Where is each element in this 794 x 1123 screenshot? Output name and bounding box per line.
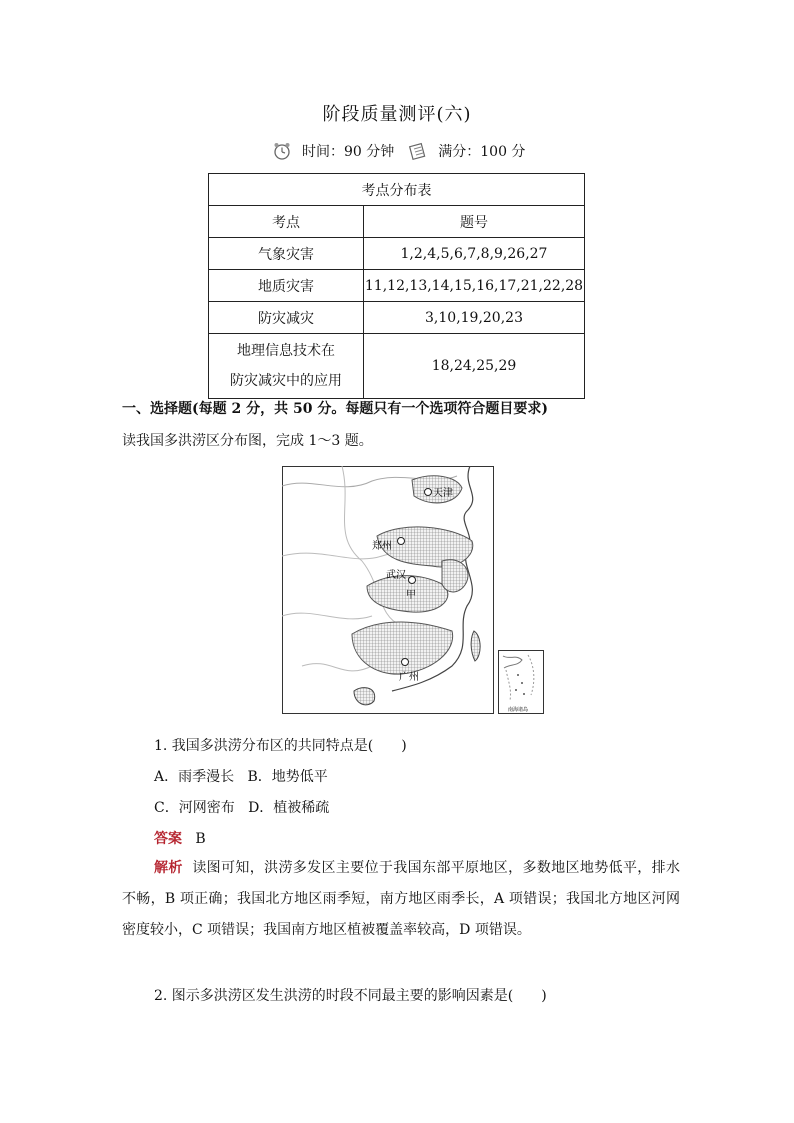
full-score: 满分：100 分 <box>438 144 526 160</box>
question-2-stem: 2. 图示多洪涝区发生洪涝的时段不同最主要的影响因素是( ) <box>154 988 547 1004</box>
clock-icon <box>272 141 292 161</box>
answer-line <box>154 828 206 848</box>
table-row <box>209 238 585 270</box>
topic-line: 地理信息技术在 <box>237 343 335 359</box>
analysis-label: 解析 <box>154 860 183 876</box>
table-row <box>209 334 585 399</box>
option-b: B．地势低平 <box>247 769 328 785</box>
map-label-jia: 甲 <box>406 590 416 601</box>
section-heading: 一、选择题(每题 2 分，共 50 分。每题只有一个选项符合题目要求) <box>122 401 548 417</box>
option-c: C．河网密布 <box>154 800 235 816</box>
topic-cell: 地质灾害 <box>209 270 364 302</box>
question-1-options-ab <box>154 766 328 786</box>
answer-label: 答案 <box>154 831 182 847</box>
map-label-tianjin: 天津 <box>433 488 453 499</box>
inset-label: 南海诸岛 <box>508 707 529 713</box>
south-china-sea-inset <box>498 650 544 714</box>
table-header: 考点 <box>209 206 364 238</box>
time-limit: 时间：90 分钟 <box>302 144 395 160</box>
intro-text: 读我国多洪涝区分布图，完成 1～3 题。 <box>122 433 373 449</box>
topic-cell: 防灾减灾 <box>209 302 364 334</box>
map-label-guangzhou: 广州 <box>399 672 419 683</box>
nums-cell: 11,12,13,14,15,16,17,21,22,28 <box>364 270 585 302</box>
analysis-text: 读图可知，洪涝多发区主要位于我国东部平原地区，多数地区地势低平，排水不畅，B 项正确；我国北方地区雨季短，南方地区雨季长，A 项错误；我国北方地区河网密度较小，C 项错误；我国南方地区植被覆盖率较高，D 项错误。 <box>122 860 681 938</box>
paper-icon <box>408 141 428 161</box>
map-label-wuhan: 武汉 <box>386 570 406 581</box>
nums-cell: 3,10,19,20,23 <box>364 302 585 334</box>
flood-zone-map <box>282 466 494 714</box>
nums-cell: 18,24,25,29 <box>364 334 585 399</box>
option-d: D．植被稀疏 <box>248 800 330 816</box>
exam-meta <box>272 141 539 161</box>
map-label-zhengzhou: 郑州 <box>372 541 392 552</box>
option-a: A．雨季漫长 <box>154 769 235 785</box>
question-1-stem: 1. 我国多洪涝分布区的共同特点是( ) <box>154 738 407 754</box>
table-header: 题号 <box>364 206 585 238</box>
table-row <box>209 270 585 302</box>
page-title: 阶段质量测评(六) <box>322 104 472 125</box>
topic-cell <box>209 334 364 399</box>
topic-distribution-table <box>208 173 585 399</box>
answer-value: B <box>195 831 206 847</box>
topic-cell: 气象灾害 <box>209 238 364 270</box>
topic-line: 防灾减灾中的应用 <box>230 373 342 389</box>
analysis-paragraph <box>122 853 680 946</box>
question-1-options-cd <box>154 797 329 817</box>
table-caption: 考点分布表 <box>209 174 585 206</box>
table-row <box>209 302 585 334</box>
nums-cell: 1,2,4,5,6,7,8,9,26,27 <box>364 238 585 270</box>
